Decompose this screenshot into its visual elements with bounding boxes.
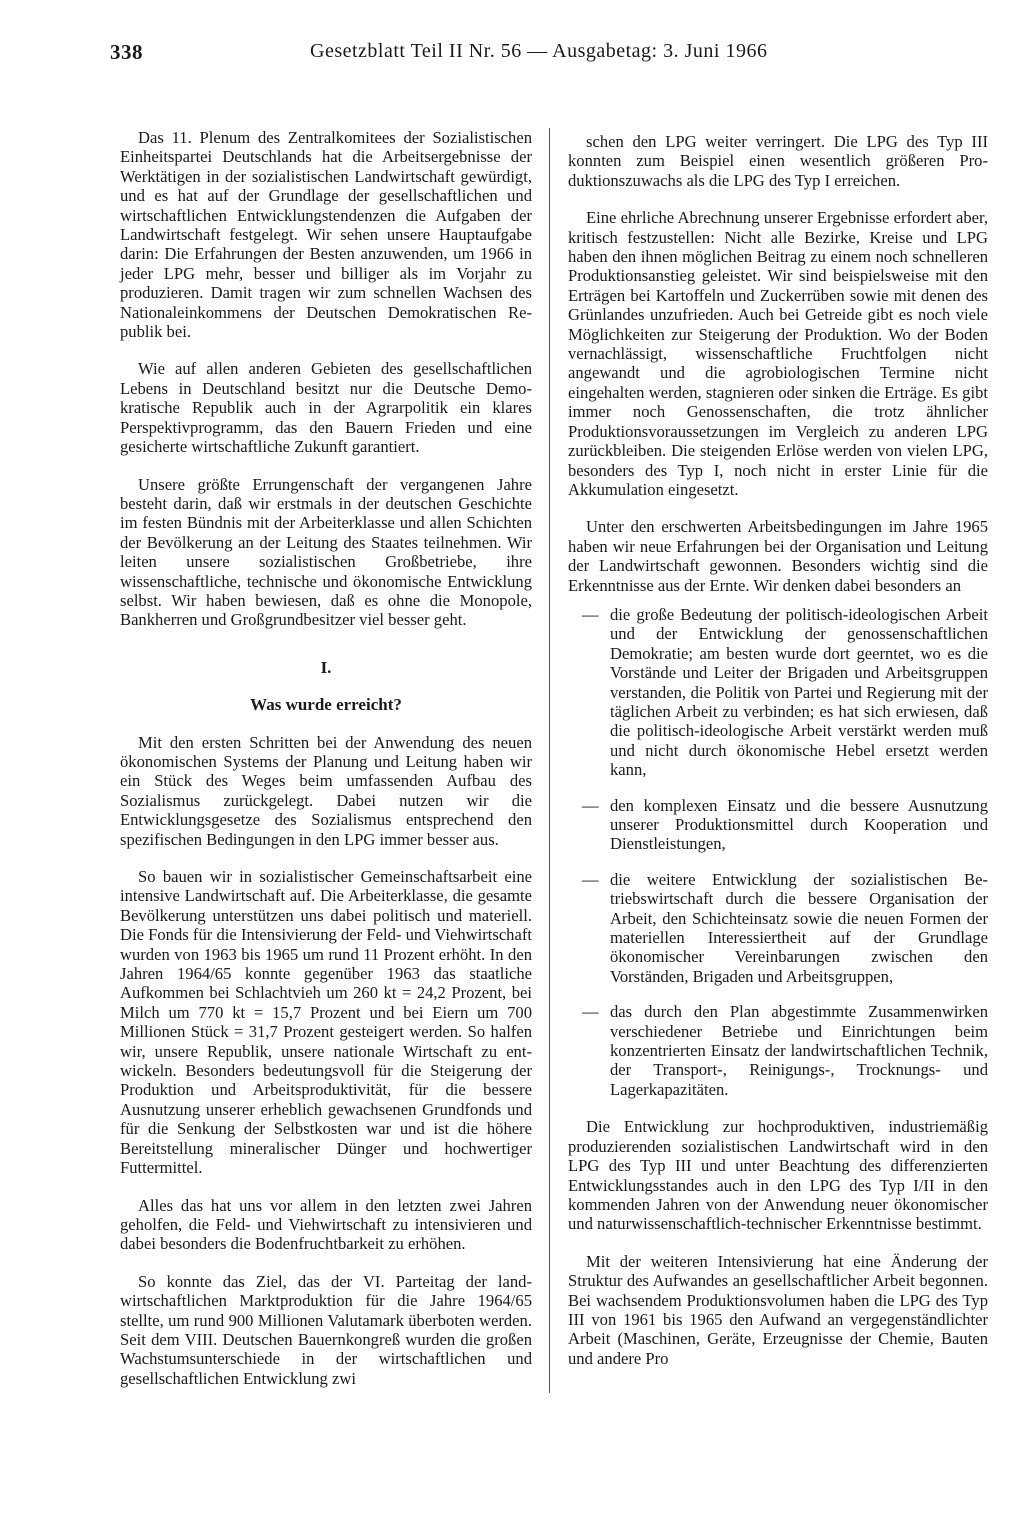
- list-item-text: das durch den Plan abgestimmte Zusammenwirken verschiedener Betriebe und Einrichtungen beim konzentrierten Einsatz der landwirtschaftlichen Technik, der Transport-, Reinigungs-, Trocknungs- und Lagerkapazitäten.: [610, 1002, 988, 1099]
- dash-icon: —: [582, 869, 599, 889]
- bullet-list: [568, 605, 988, 1099]
- column-divider: [549, 128, 550, 1393]
- paragraph: Mit den ersten Schritten bei der Anwendung des neuen ökonomischen Systems der Planung und Leitung haben wir ein Stück des Weges beim umfassenden Aufbau des Sozialismus zurückgelegt. Dabei nutzen wir die Entwicklungsgesetze des Sozialismus entsprechend den spezifischen Bedingungen in den LPG immer besser aus.: [120, 732, 532, 849]
- paragraph: Alles das hat uns vor allem in den letzten zwei Jahren geholfen, die Feld- und Viehwirtschaft zu intensivieren und dabei besonders die Bodenfruchtbarkeit zu erhöhen.: [120, 1195, 532, 1254]
- section-title: Was wurde erreicht?: [250, 695, 402, 715]
- list-item-text: den komplexen Einsatz und die bessere Ausnutzung unserer Produktionsmittel durch Kooperation und Dienstleistungen,: [610, 795, 988, 854]
- paragraph: So konnte das Ziel, das der VI. Parteitag der landwirtschaftlichen Marktproduktion für die Jahre 1964/65 stellte, um rund 900 Millionen Valutamark überboten werden. Seit dem VIII. Deutschen Bauernkongreß wurden die großen Wachstumsunterschiede in der wirtschaftlichen und gesellschaftlichen Entwicklung zwi: [120, 1271, 532, 1388]
- list-item: [568, 870, 988, 986]
- left-column: [120, 128, 532, 1406]
- paragraph: schen den LPG weiter verringert. Die LPG des Typ III konnten zum Beispiel einen wesentlich größeren Produktionszuwachs als die LPG des Typ I erreichen.: [568, 132, 988, 190]
- paragraph: Wie auf allen anderen Gebieten des gesellschaftlichen Lebens in Deutschland besitzt nur die Deutsche Demokratische Republik auch in der Agrarpolitik ein klares Perspektivprogramm, das den Bauern Frieden und eine gesicherte wirtschaftliche Zukunft garantiert.: [120, 359, 532, 457]
- paragraph: So bauen wir in sozialistischer Gemeinschaftsarbeit eine intensive Landwirtschaft auf. Die Arbeiterklasse, die gesamte Bevölkerung unterstützen uns dabei politisch und materiell. Die Fonds für die Intensivierung der Feld- und Viehwirtschaft wurden von 1963 bis 1965 um rund 11 Prozent erhöht. In den Jahren 1964/65 konnte gegenüber 1963 das staatliche Aufkommen bei Schlachtvieh um 260 kt = 24,2 Prozent, bei Milch um 770 kt = 15,7 Prozent und bei Eiern um 700 Millionen Stück = 31,7 Prozent gesteigert werden. So halfen wir, unsere Republik, unsere nationale Wirtschaft zu entwickeln. Besonders bedeutungsvoll für die Steigerung der Produktion und Arbeitsproduktivität, für die bessere Ausnutzung unserer erheblich gewachsenen Grundfonds und für die Senkung der Selbstkosten war und ist die höhere Bereitstellung mineralischer Dünger und hochwertiger Futtermittel.: [120, 867, 532, 1178]
- paragraph: Mit der weiteren Intensivierung hat eine Änderung der Struktur des Aufwandes an gesellschaftlicher Arbeit begonnen. Bei wachsendem Produktionsvolumen haben die LPG des Typ III von 1961 bis 1965 den Aufwand an vergegenständlichter Arbeit (Maschinen, Geräte, Erzeugnisse der Chemie, Bauten und andere Pro: [568, 1251, 988, 1368]
- paragraph: Eine ehrliche Abrechnung unserer Ergebnisse erfordert aber, kritisch festzustellen: Nicht alle Bezirke, Kreise und LPG haben den ihnen möglichen Beitrag zu einem noch schnelleren Produktionsanstieg geleistet. Wir sind beispielsweise mit den Erträgen bei Kartoffeln und Zuckerrüben sowie mit denen des Grünlandes unzufrieden. Auch bei Getreide gibt es noch viele Möglichkeiten zur Steigerung der Produktion. Wo der Boden vernachlässigt, wissenschaftliche Fruchtfolgen nicht angewandt und die agrobiologischen Termine nicht eingehalten werden, stagnieren oder sinken die Erträge. Es gibt immer noch Genossenschaften, die trotz ähnlicher Produktionsvoraussetzungen im Vergleich zu anderen LPG zurückbleiben. Die steigenden Erlöse werden von vielen LPG, besonders des Typ I, noch nicht in erster Linie für die Akkumulation eingesetzt.: [568, 208, 988, 499]
- list-item: [568, 1002, 988, 1099]
- paragraph: Die Entwicklung zur hochproduktiven, industriemäßig produzierenden sozialistischen Landwirtschaft wird in den LPG des Typ III und unter Beachtung des differenzierten Entwicklungsstandes auch in den LPG des Typ I/II in den kommenden Jahren von der Anwendung neuer ökonomischer und naturwissenschaftlich-technischer Erkenntnisse bestimmt.: [568, 1117, 988, 1234]
- page-header: [110, 40, 910, 74]
- dash-icon: —: [582, 604, 599, 624]
- running-title: Gesetzblatt Teil II Nr. 56 — Ausgabetag: 3. Juni 1966: [310, 40, 768, 62]
- paragraph: Das 11. Plenum des Zentralkomitees der Sozialistischen Einheitspartei Deutschlands hat die Arbeitsergebnisse der Werktätigen in der sozialistischen Landwirtschaft gewürdigt, und es hat auf der Grundlage der gesellschaftlichen und wirtschaftlichen Entwicklungstendenzen die Aufgaben der Landwirtschaft festgelegt. Wir sehen unsere Hauptaufgabe darin: Die Erfahrungen der Besten anzuwenden, um 1966 in jeder LPG mehr, besser und billiger als im Vorjahr zu produzieren. Damit tragen wir zum schnellen Wachsen des Nationaleinkommens der Deutschen Demokratischen Republik bei.: [120, 128, 532, 342]
- list-item: [568, 605, 988, 780]
- list-item-text: die weitere Entwicklung der sozialistischen Betriebswirtschaft durch die bessere Organisation der Arbeit, den Schichteinsatz sowie die neuen Formen der materiellen Interessiertheit auf der Grundlage ökonomischer Vereinbarungen zwischen den Vorständen, Brigaden und Arbeitsgruppen,: [610, 869, 988, 986]
- list-item-text: die große Bedeutung der politisch-ideologischen Arbeit und der Entwicklung der genossenschaftlichen Demokratie; am besten wurde dort geerntet, wo es die Vorstände und Leiter der Brigaden und Arbeitsgruppen verstanden, die Politik von Partei und Regierung mit der täglichen Arbeit zu verbinden; es hat sich erwiesen, daß die politisch-ideologische Arbeit verstärkt werden muß und nicht durch ökonomische Hebel ersetzt werden kann,: [610, 604, 988, 780]
- dash-icon: —: [582, 795, 599, 815]
- paragraph: Unter den erschwerten Arbeitsbedingungen im Jahre 1965 haben wir neue Erfahrungen bei der Organisation und Leitung der Landwirtschaft gewonnen. Besonders wichtig sind die Erkenntnisse aus der Ernte. Wir denken dabei besonders an: [568, 517, 988, 595]
- paragraph: Unsere größte Errungenschaft der vergangenen Jahre besteht darin, daß wir erstmals in der deutschen Geschichte im festen Bündnis mit der Arbeiterklasse und allen Schichten der Bevölkerung an der Leitung des Staates teilnehmen. Wir leiten unsere sozialistischen Großbetriebe, ihre wissenschaftliche, technische und ökonomische Entwicklung selbst. Wir haben bewiesen, daß es ohne die Monopole, Bankherren und Großgrundbesitzer viel besser geht.: [120, 474, 532, 630]
- page-number: 338: [110, 40, 143, 64]
- section-number: I.: [320, 657, 332, 677]
- right-column: [568, 132, 988, 1386]
- dash-icon: —: [582, 1002, 599, 1022]
- list-item: [568, 796, 988, 854]
